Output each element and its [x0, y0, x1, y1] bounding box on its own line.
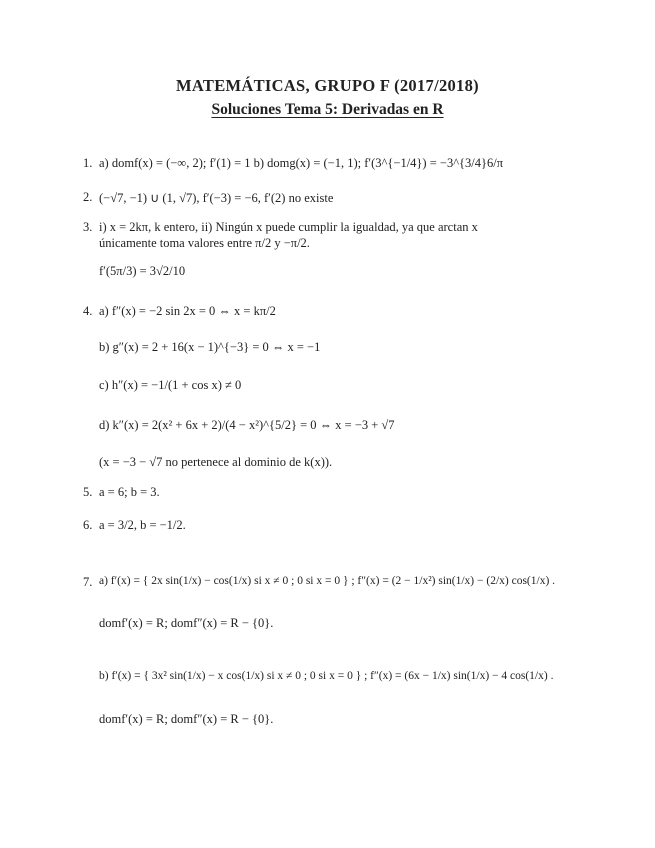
item-line: (−√7, −1) ∪ (1, √7), f′(−3) = −6, f′(2) no existe	[99, 191, 334, 205]
item-line: domf′(x) = R; domf″(x) = R − {0}.	[99, 616, 274, 630]
item-number: 6.	[83, 518, 93, 532]
item-number: 5.	[83, 485, 93, 499]
page-subtitle	[0, 101, 655, 119]
item-line: d) k″(x) = 2(x² + 6x + 2)/(4 − x²)^{5/2} = 0 ⇔ x = −3 + √7	[99, 418, 395, 432]
item-line: a = 3/2, b = −1/2.	[99, 518, 186, 532]
item-line: a = 6; b = 3.	[99, 485, 160, 499]
item-line: i) x = 2kπ, k entero, ii) Ningún x puede cumplir la igualdad, ya que arctan x	[99, 220, 478, 234]
item-line: a) f″(x) = −2 sin 2x = 0 ⇔ x = kπ/2	[99, 304, 276, 318]
item-number: 7.	[83, 575, 93, 589]
item-line: f′(5π/3) = 3√2/10	[99, 264, 186, 278]
page-title: MATEMÁTICAS, GRUPO F (2017/2018)	[176, 76, 479, 95]
item-line: domf′(x) = R; domf″(x) = R − {0}.	[99, 712, 274, 726]
item-line: únicamente toma valores entre π/2 y −π/2.	[99, 236, 310, 250]
item-number: 4.	[83, 304, 93, 318]
item-number: 3.	[83, 220, 93, 234]
item-number: 1.	[83, 156, 93, 170]
item-line: a) f′(x) = { 2x sin(1/x) − cos(1/x) si x ≠ 0 ; 0 si x = 0 } ; f″(x) = (2 − 1/x²) sin(1/x) − (2/x) cos(1/x) .	[99, 575, 556, 587]
item-line: a) domf(x) = (−∞, 2); f′(1) = 1 b) domg(x) = (−1, 1); f′(3^{−1/4}) = −3^{3/4}6/π	[99, 156, 504, 170]
item-line: b) g″(x) = 2 + 16(x − 1)^{−3} = 0 ⇔ x = −1	[99, 340, 321, 354]
page-subtitle-text: Soluciones Tema 5: Derivadas en R	[211, 101, 444, 118]
item-line: (x = −3 − √7 no pertenece al dominio de k(x)).	[99, 455, 333, 469]
item-line: c) h″(x) = −1/(1 + cos x) ≠ 0	[99, 378, 242, 392]
item-line: b) f′(x) = { 3x² sin(1/x) − x cos(1/x) si x ≠ 0 ; 0 si x = 0 } ; f″(x) = (6x − 1/x) sin(1/x) − 4 cos(1/x) .	[99, 670, 554, 682]
item-number: 2.	[83, 190, 93, 204]
